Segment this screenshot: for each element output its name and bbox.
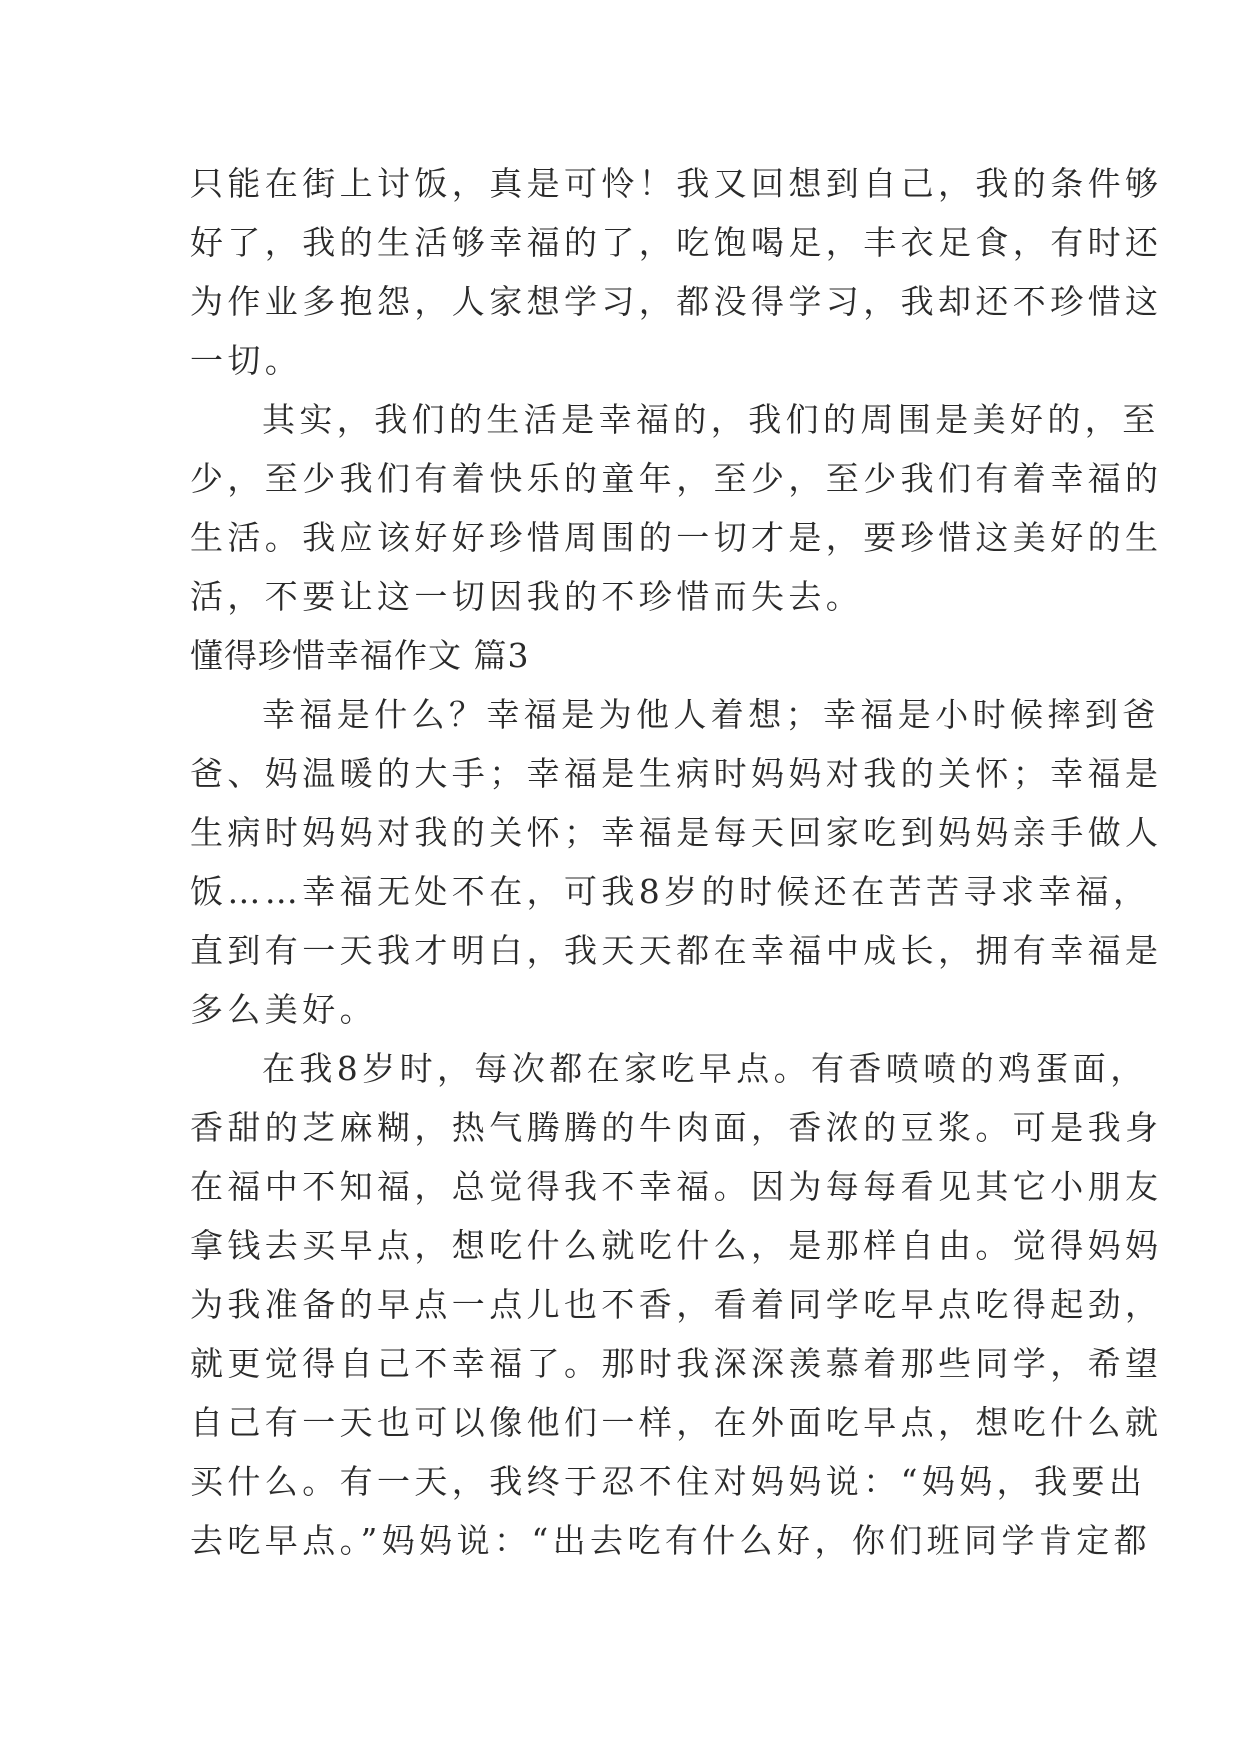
text-line: 只能在街上讨饭，真是可怜！我又回想到自己，我的条件够 bbox=[190, 164, 1163, 203]
text-line: 生活。我应该好好珍惜周围的一切才是，要珍惜这美好的生 bbox=[190, 518, 1163, 557]
document-body bbox=[190, 154, 1163, 1570]
text-line: 为我准备的早点一点儿也不香，看着同学吃早点吃得起劲， bbox=[190, 1285, 1163, 1324]
paragraph-first-line: 幸福是什么？幸福是为他人着想；幸福是小时候摔到爸 bbox=[262, 695, 1160, 734]
text-line: 多么美好。 bbox=[190, 990, 377, 1029]
text-line: 在福中不知福，总觉得我不幸福。因为每每看见其它小朋友 bbox=[190, 1167, 1163, 1206]
text-line: 为作业多抱怨，人家想学习，都没得学习，我却还不珍惜这 bbox=[190, 282, 1163, 321]
text-line: 自己有一天也可以像他们一样，在外面吃早点，想吃什么就 bbox=[190, 1403, 1163, 1442]
text-line: 少，至少我们有着快乐的童年，至少，至少我们有着幸福的 bbox=[190, 459, 1163, 498]
text-line: 好了，我的生活够幸福的了，吃饱喝足，丰衣足食，有时还 bbox=[190, 223, 1163, 262]
text-line: 就更觉得自己不幸福了。那时我深深羡慕着那些同学，希望 bbox=[190, 1344, 1163, 1383]
text-line: 拿钱去买早点，想吃什么就吃什么，是那样自由。觉得妈妈 bbox=[190, 1226, 1163, 1265]
text-line: 活，不要让这一切因我的不珍惜而失去。 bbox=[190, 577, 864, 616]
text-line: 直到有一天我才明白，我天天都在幸福中成长，拥有幸福是 bbox=[190, 931, 1163, 970]
section-heading: 懂得珍惜幸福作文 篇3 bbox=[190, 636, 530, 675]
text-line: 去吃早点。”妈妈说：“出去吃有什么好，你们班同学肯定都 bbox=[190, 1521, 1152, 1560]
paragraph-first-line: 在我8岁时，每次都在家吃早点。有香喷喷的鸡蛋面， bbox=[262, 1049, 1148, 1088]
text-line: 饭……幸福无处不在，可我8岁的时候还在苦苦寻求幸福， bbox=[190, 872, 1151, 911]
text-line: 买什么。有一天，我终于忍不住对妈妈说：“妈妈，我要出 bbox=[190, 1462, 1147, 1501]
text-line: 生病时妈妈对我的关怀；幸福是每天回家吃到妈妈亲手做人 bbox=[190, 813, 1163, 852]
paragraph-first-line: 其实，我们的生活是幸福的，我们的周围是美好的，至 bbox=[262, 400, 1160, 439]
text-line: 一切。 bbox=[190, 341, 303, 380]
text-line: 爸、妈温暖的大手；幸福是生病时妈妈对我的关怀；幸福是 bbox=[190, 754, 1163, 793]
text-line: 香甜的芝麻糊，热气腾腾的牛肉面，香浓的豆浆。可是我身 bbox=[190, 1108, 1163, 1147]
